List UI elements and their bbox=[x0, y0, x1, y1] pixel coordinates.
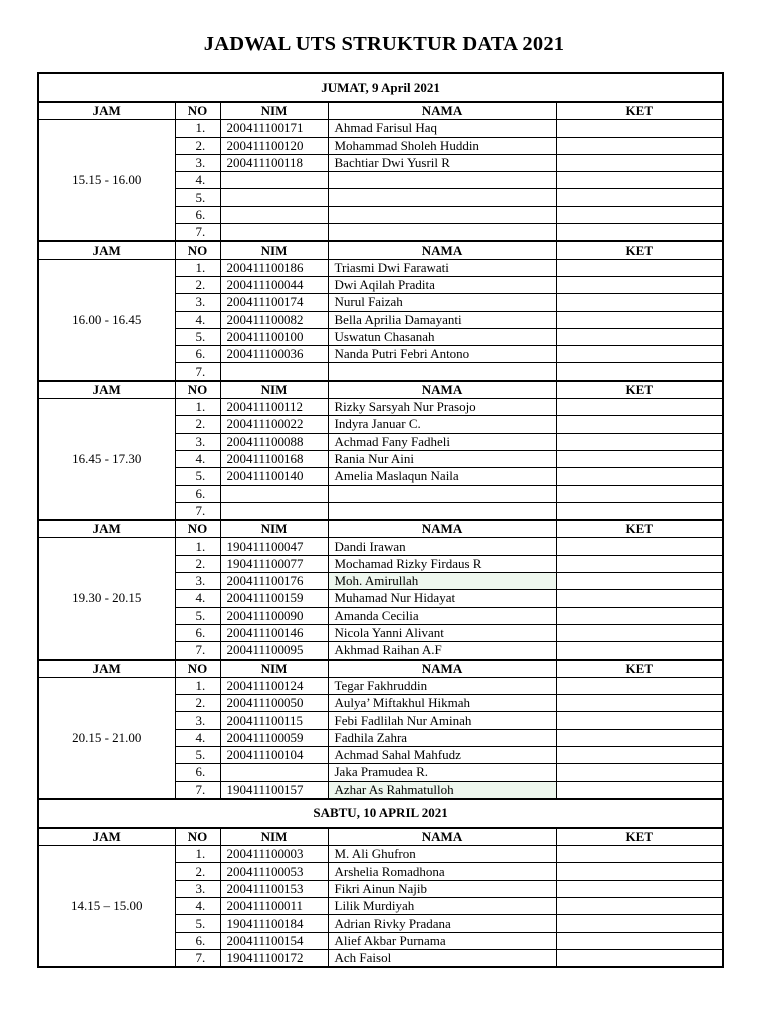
row-number: 3. bbox=[175, 880, 220, 897]
remark bbox=[556, 154, 723, 171]
remark bbox=[556, 695, 723, 712]
student-nim: 200411100176 bbox=[220, 573, 328, 590]
student-name: Dwi Aqilah Pradita bbox=[328, 276, 556, 293]
day-header-row bbox=[38, 73, 723, 102]
session-time: 19.30 - 20.15 bbox=[38, 538, 175, 660]
session-time: 16.45 - 17.30 bbox=[38, 399, 175, 521]
student-nim: 200411100186 bbox=[220, 259, 328, 276]
table-row bbox=[38, 120, 723, 137]
table-row bbox=[38, 259, 723, 276]
remark bbox=[556, 311, 723, 328]
no-header: NO bbox=[175, 520, 220, 538]
row-number: 6. bbox=[175, 485, 220, 502]
row-number: 5. bbox=[175, 189, 220, 206]
row-number: 2. bbox=[175, 276, 220, 293]
student-nim bbox=[220, 485, 328, 502]
student-nim: 200411100090 bbox=[220, 607, 328, 624]
row-number: 4. bbox=[175, 590, 220, 607]
remark bbox=[556, 172, 723, 189]
column-header-row bbox=[38, 660, 723, 678]
student-nim: 200411100159 bbox=[220, 590, 328, 607]
remark bbox=[556, 206, 723, 223]
student-name: Azhar As Rahmatulloh bbox=[328, 781, 556, 799]
student-name: Uswatun Chasanah bbox=[328, 328, 556, 345]
remark bbox=[556, 781, 723, 799]
student-name: Fikri Ainun Najib bbox=[328, 880, 556, 897]
student-name: Muhamad Nur Hidayat bbox=[328, 590, 556, 607]
remark bbox=[556, 555, 723, 572]
row-number: 2. bbox=[175, 555, 220, 572]
remark bbox=[556, 363, 723, 381]
remark bbox=[556, 399, 723, 416]
remark bbox=[556, 949, 723, 967]
student-name: Amanda Cecilia bbox=[328, 607, 556, 624]
student-name: Bachtiar Dwi Yusril R bbox=[328, 154, 556, 171]
row-number: 2. bbox=[175, 863, 220, 880]
student-name: Nurul Faizah bbox=[328, 294, 556, 311]
session-time: 16.00 - 16.45 bbox=[38, 259, 175, 381]
column-header-row bbox=[38, 381, 723, 399]
remark bbox=[556, 590, 723, 607]
row-number: 3. bbox=[175, 433, 220, 450]
ket-header: KET bbox=[556, 381, 723, 399]
student-nim: 200411100100 bbox=[220, 328, 328, 345]
table-row bbox=[38, 538, 723, 555]
remark bbox=[556, 416, 723, 433]
student-nim: 200411100104 bbox=[220, 746, 328, 763]
student-nim: 200411100146 bbox=[220, 624, 328, 641]
row-number: 6. bbox=[175, 206, 220, 223]
row-number: 6. bbox=[175, 932, 220, 949]
remark bbox=[556, 502, 723, 520]
remark bbox=[556, 346, 723, 363]
student-name: Amelia Maslaqun Naila bbox=[328, 468, 556, 485]
remark bbox=[556, 259, 723, 276]
jam-header: JAM bbox=[38, 828, 175, 846]
student-name: Febi Fadlilah Nur Aminah bbox=[328, 712, 556, 729]
remark bbox=[556, 485, 723, 502]
remark bbox=[556, 898, 723, 915]
student-name: Arshelia Romadhona bbox=[328, 863, 556, 880]
row-number: 4. bbox=[175, 172, 220, 189]
student-nim bbox=[220, 502, 328, 520]
no-header: NO bbox=[175, 381, 220, 399]
day-label: SABTU, 10 APRIL 2021 bbox=[38, 799, 723, 828]
remark bbox=[556, 932, 723, 949]
row-number: 3. bbox=[175, 573, 220, 590]
student-nim: 200411100168 bbox=[220, 450, 328, 467]
row-number: 3. bbox=[175, 154, 220, 171]
student-name: Mochamad Rizky Firdaus R bbox=[328, 555, 556, 572]
column-header-row bbox=[38, 102, 723, 120]
remark bbox=[556, 450, 723, 467]
session-time: 20.15 - 21.00 bbox=[38, 677, 175, 799]
student-name: Bella Aprilia Damayanti bbox=[328, 311, 556, 328]
student-nim: 190411100047 bbox=[220, 538, 328, 555]
student-nim: 190411100184 bbox=[220, 915, 328, 932]
table-row bbox=[38, 399, 723, 416]
student-name: M. Ali Ghufron bbox=[328, 846, 556, 863]
row-number: 7. bbox=[175, 949, 220, 967]
remark bbox=[556, 224, 723, 242]
student-nim: 190411100172 bbox=[220, 949, 328, 967]
table-row bbox=[38, 677, 723, 694]
student-name: Rizky Sarsyah Nur Prasojo bbox=[328, 399, 556, 416]
row-number: 1. bbox=[175, 677, 220, 694]
no-header: NO bbox=[175, 102, 220, 120]
student-nim: 200411100124 bbox=[220, 677, 328, 694]
row-number: 1. bbox=[175, 120, 220, 137]
student-nim: 190411100157 bbox=[220, 781, 328, 799]
column-header-row bbox=[38, 241, 723, 259]
student-name: Moh. Amirullah bbox=[328, 573, 556, 590]
student-name: Achmad Fany Fadheli bbox=[328, 433, 556, 450]
page-title: JADWAL UTS STRUKTUR DATA 2021 bbox=[203, 33, 565, 55]
row-number: 6. bbox=[175, 764, 220, 781]
row-number: 4. bbox=[175, 450, 220, 467]
row-number: 5. bbox=[175, 915, 220, 932]
student-name bbox=[328, 485, 556, 502]
table-row bbox=[38, 846, 723, 863]
student-nim: 200411100011 bbox=[220, 898, 328, 915]
student-nim: 200411100115 bbox=[220, 712, 328, 729]
student-nim: 200411100112 bbox=[220, 399, 328, 416]
row-number: 7. bbox=[175, 363, 220, 381]
student-name: Achmad Sahal Mahfudz bbox=[328, 746, 556, 763]
row-number: 4. bbox=[175, 311, 220, 328]
student-nim: 200411100036 bbox=[220, 346, 328, 363]
student-name: Lilik Murdiyah bbox=[328, 898, 556, 915]
student-name: Nanda Putri Febri Antono bbox=[328, 346, 556, 363]
ket-header: KET bbox=[556, 660, 723, 678]
row-number: 1. bbox=[175, 259, 220, 276]
row-number: 3. bbox=[175, 712, 220, 729]
jam-header: JAM bbox=[38, 660, 175, 678]
student-name: Alief Akbar Purnama bbox=[328, 932, 556, 949]
student-nim: 200411100153 bbox=[220, 880, 328, 897]
student-name bbox=[328, 189, 556, 206]
student-name: Jaka Pramudea R. bbox=[328, 764, 556, 781]
student-name: Mohammad Sholeh Huddin bbox=[328, 137, 556, 154]
nim-header: NIM bbox=[220, 520, 328, 538]
student-name: Nicola Yanni Alivant bbox=[328, 624, 556, 641]
nim-header: NIM bbox=[220, 241, 328, 259]
nama-header: NAMA bbox=[328, 381, 556, 399]
no-header: NO bbox=[175, 828, 220, 846]
nama-header: NAMA bbox=[328, 828, 556, 846]
row-number: 5. bbox=[175, 328, 220, 345]
student-name: Dandi Irawan bbox=[328, 538, 556, 555]
remark bbox=[556, 468, 723, 485]
student-nim: 200411100120 bbox=[220, 137, 328, 154]
day-header-row bbox=[38, 799, 723, 828]
student-nim bbox=[220, 206, 328, 223]
student-nim bbox=[220, 189, 328, 206]
row-number: 6. bbox=[175, 346, 220, 363]
nama-header: NAMA bbox=[328, 660, 556, 678]
student-nim: 200411100174 bbox=[220, 294, 328, 311]
student-name: Aulya’ Miftakhul Hikmah bbox=[328, 695, 556, 712]
exam-schedule-table bbox=[37, 72, 724, 968]
row-number: 5. bbox=[175, 746, 220, 763]
row-number: 2. bbox=[175, 416, 220, 433]
row-number: 4. bbox=[175, 729, 220, 746]
student-name: Akhmad Raihan A.F bbox=[328, 642, 556, 660]
row-number: 7. bbox=[175, 642, 220, 660]
row-number: 4. bbox=[175, 898, 220, 915]
student-nim bbox=[220, 363, 328, 381]
student-name bbox=[328, 172, 556, 189]
remark bbox=[556, 538, 723, 555]
student-nim: 200411100050 bbox=[220, 695, 328, 712]
nama-header: NAMA bbox=[328, 241, 556, 259]
student-name: Adrian Rivky Pradana bbox=[328, 915, 556, 932]
student-nim: 200411100003 bbox=[220, 846, 328, 863]
student-name bbox=[328, 206, 556, 223]
student-nim: 200411100082 bbox=[220, 311, 328, 328]
remark bbox=[556, 573, 723, 590]
remark bbox=[556, 764, 723, 781]
nim-header: NIM bbox=[220, 828, 328, 846]
remark bbox=[556, 880, 723, 897]
ket-header: KET bbox=[556, 828, 723, 846]
row-number: 1. bbox=[175, 399, 220, 416]
row-number: 3. bbox=[175, 294, 220, 311]
student-name bbox=[328, 502, 556, 520]
student-nim: 200411100088 bbox=[220, 433, 328, 450]
student-nim: 200411100044 bbox=[220, 276, 328, 293]
row-number: 1. bbox=[175, 538, 220, 555]
no-header: NO bbox=[175, 660, 220, 678]
row-number: 1. bbox=[175, 846, 220, 863]
row-number: 5. bbox=[175, 468, 220, 485]
row-number: 6. bbox=[175, 624, 220, 641]
remark bbox=[556, 294, 723, 311]
student-nim: 200411100154 bbox=[220, 932, 328, 949]
remark bbox=[556, 746, 723, 763]
nim-header: NIM bbox=[220, 381, 328, 399]
jam-header: JAM bbox=[38, 241, 175, 259]
nim-header: NIM bbox=[220, 660, 328, 678]
student-name: Ahmad Farisul Haq bbox=[328, 120, 556, 137]
remark bbox=[556, 137, 723, 154]
student-nim: 200411100053 bbox=[220, 863, 328, 880]
jam-header: JAM bbox=[38, 520, 175, 538]
remark bbox=[556, 846, 723, 863]
student-nim: 200411100118 bbox=[220, 154, 328, 171]
remark bbox=[556, 624, 723, 641]
row-number: 2. bbox=[175, 137, 220, 154]
student-name bbox=[328, 363, 556, 381]
ket-header: KET bbox=[556, 520, 723, 538]
student-name: Rania Nur Aini bbox=[328, 450, 556, 467]
column-header-row bbox=[38, 520, 723, 538]
jam-header: JAM bbox=[38, 381, 175, 399]
nim-header: NIM bbox=[220, 102, 328, 120]
column-header-row bbox=[38, 828, 723, 846]
remark bbox=[556, 712, 723, 729]
nama-header: NAMA bbox=[328, 102, 556, 120]
nama-header: NAMA bbox=[328, 520, 556, 538]
ket-header: KET bbox=[556, 241, 723, 259]
row-number: 7. bbox=[175, 224, 220, 242]
jam-header: JAM bbox=[38, 102, 175, 120]
remark bbox=[556, 915, 723, 932]
student-nim: 200411100095 bbox=[220, 642, 328, 660]
row-number: 2. bbox=[175, 695, 220, 712]
remark bbox=[556, 328, 723, 345]
row-number: 5. bbox=[175, 607, 220, 624]
student-nim: 200411100140 bbox=[220, 468, 328, 485]
remark bbox=[556, 433, 723, 450]
student-name: Tegar Fakhruddin bbox=[328, 677, 556, 694]
remark bbox=[556, 189, 723, 206]
remark bbox=[556, 607, 723, 624]
student-nim: 190411100077 bbox=[220, 555, 328, 572]
row-number: 7. bbox=[175, 502, 220, 520]
student-nim bbox=[220, 224, 328, 242]
student-name: Triasmi Dwi Farawati bbox=[328, 259, 556, 276]
student-name: Indyra Januar C. bbox=[328, 416, 556, 433]
session-time: 14.15 – 15.00 bbox=[38, 846, 175, 968]
remark bbox=[556, 120, 723, 137]
student-nim bbox=[220, 764, 328, 781]
student-nim: 200411100059 bbox=[220, 729, 328, 746]
remark bbox=[556, 729, 723, 746]
remark bbox=[556, 642, 723, 660]
student-name: Fadhila Zahra bbox=[328, 729, 556, 746]
remark bbox=[556, 863, 723, 880]
student-nim: 200411100171 bbox=[220, 120, 328, 137]
ket-header: KET bbox=[556, 102, 723, 120]
student-nim bbox=[220, 172, 328, 189]
student-name: Ach Faisol bbox=[328, 949, 556, 967]
day-label: JUMAT, 9 April 2021 bbox=[38, 73, 723, 102]
student-nim: 200411100022 bbox=[220, 416, 328, 433]
session-time: 15.15 - 16.00 bbox=[38, 120, 175, 242]
remark bbox=[556, 677, 723, 694]
row-number: 7. bbox=[175, 781, 220, 799]
no-header: NO bbox=[175, 241, 220, 259]
student-name bbox=[328, 224, 556, 242]
remark bbox=[556, 276, 723, 293]
